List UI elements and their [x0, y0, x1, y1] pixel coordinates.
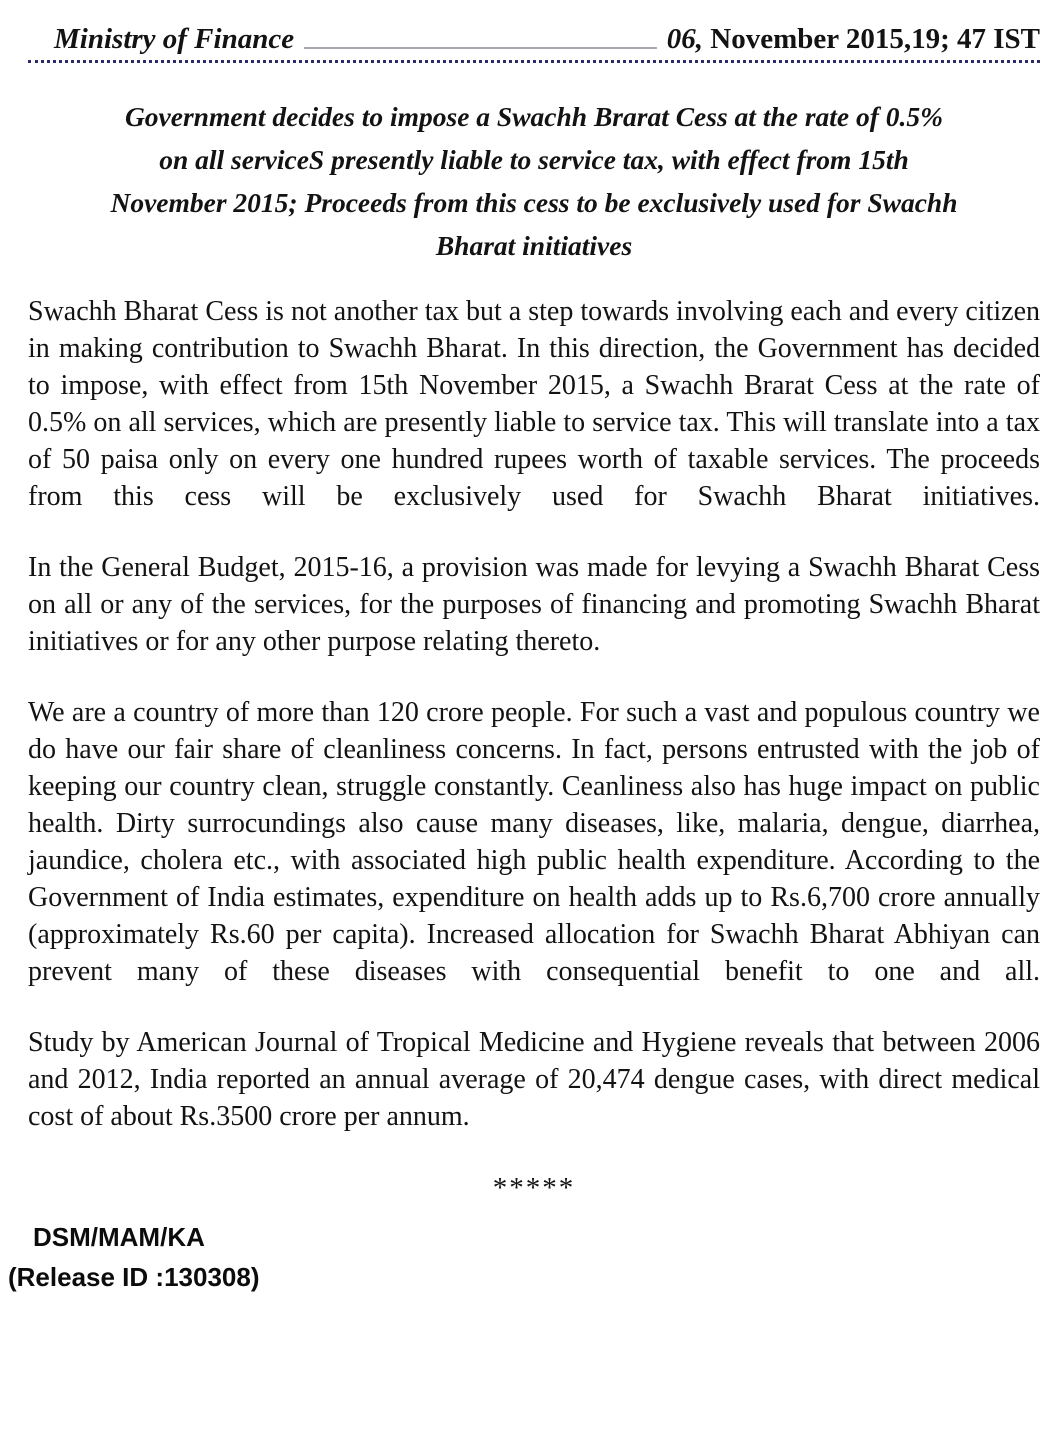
paragraph: Swachh Bharat Cess is not another tax but a step towards involving each and every citizen in making contribution to Swachh Bharat. In this direction, the Government has decided to impose, with effect from 15th November 2015, a Swachh Brarat Cess at the rate of 0.5% on all services, which are presently liable to service tax. This will translate into a tax of 50 paisa only on every one hundred rupees worth of taxable services. The proceeds from this cess will be exclusively used for Swachh Bharat initiatives.: [28, 296, 1040, 512]
title-line: Bharat initiatives: [435, 230, 633, 261]
asterisk-separator: *****: [492, 1172, 576, 1204]
press-release-title: [28, 95, 1040, 267]
paragraph: In the General Budget, 2015-16, a provision was made for levying a Swachh Bharat Cess on all or any of the services, for the purposes of financing and promoting Swachh Bharat initiatives or for any other purpose relating thereto.: [28, 552, 1040, 657]
date-line: [667, 22, 1040, 56]
title-line: Government decides to impose a Swachh Brarat Cess at the rate of 0.5%: [124, 101, 944, 132]
release-id: (Release ID :130308): [8, 1262, 260, 1292]
paragraph: Study by American Journal of Tropical Medicine and Hygiene reveals that between 2006 and 2012, India reported an annual average of 20,474 dengue cases, with direct medical cost of about Rs.3500 crore per annum.: [28, 1027, 1040, 1132]
date-rest: November 2015,19; 47 IST: [703, 23, 1040, 55]
title-line: on all serviceS presently liable to service tax, with effect from 15th: [159, 144, 909, 175]
document-footer: [8, 1217, 1040, 1297]
dotted-rule: [28, 60, 1040, 63]
date-day: 06,: [666, 23, 704, 55]
document-page: [8, 22, 1040, 1297]
header-underline: [304, 46, 657, 49]
body-paragraphs: [28, 293, 1040, 1135]
paragraph: We are a country of more than 120 crore people. For such a vast and populous country we do have our fair share of cleanliness concerns. In fact, persons entrusted with the job of keeping our country clean, struggle constantly. Ceanliness also has huge impact on public health. Dirty surrocundings also cause many diseases, like, malaria, dengue, diarrhea, jaundice, cholera etc., with associated high public health expenditure. According to the Government of India estimates, expenditure on health adds up to Rs.6,700 crore annually (approximately Rs.60 per capita). Increased allocation for Swachh Bharat Abhiyan can prevent many of these diseases with consequential benefit to one and all.: [28, 697, 1040, 987]
officer-code: DSM/MAM/KA: [33, 1222, 205, 1252]
title-line: November 2015; Proceeds from this cess to be exclusively used for Swachh: [110, 187, 958, 218]
ministry-name: Ministry of Finance: [54, 23, 295, 55]
document-header: [28, 22, 1040, 56]
